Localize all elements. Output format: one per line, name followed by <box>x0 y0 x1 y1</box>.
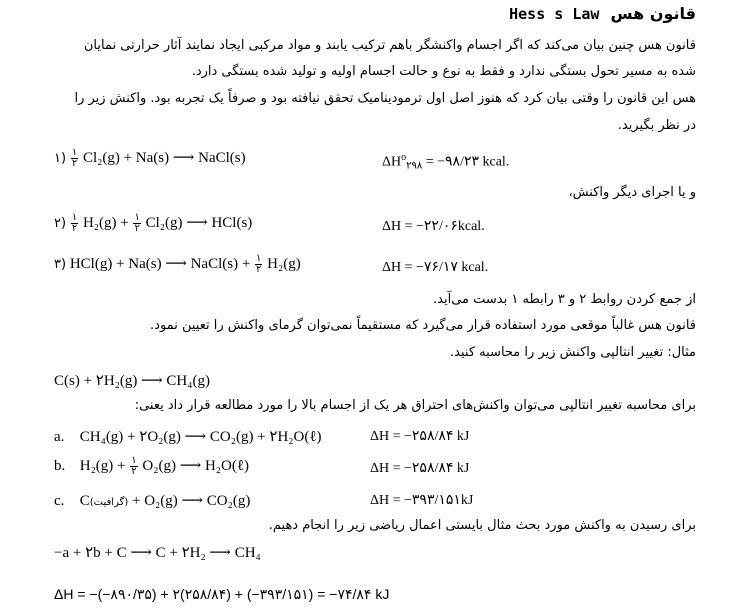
combustion-a-label: a. <box>54 429 65 445</box>
reaction-1-number: ۱) <box>54 151 67 166</box>
title-persian: قانون هس <box>610 4 696 23</box>
combustion-b-label: b. <box>54 458 66 474</box>
reaction-3 <box>54 254 301 275</box>
reaction-3-equation-part-b: H₂(g) <box>267 256 301 272</box>
combustion-b-half-fraction: $\frac{۱}{۲}$ <box>131 455 137 478</box>
example-equation: C(s) + ۲H₂(g) ⟶ CH₄(g) <box>54 373 210 389</box>
usage-line: قانون هس غالباً موقعی مورد استفاده قرار می‌گیرد که مستقیماً نمی‌توان گرمای واکنش را تعیین نمود. <box>150 318 696 333</box>
example-line: مثال: تغییر انتالپی واکنش زیر را محاسبه کنید. <box>450 345 696 360</box>
intro-line-4: در نظر بگیرید. <box>617 118 696 133</box>
reaction-2 <box>54 213 252 234</box>
reaction-3-half-fraction: $\frac{۱}{۲}$ <box>256 253 262 276</box>
intro-line-2: شده به مسیر تحول بستگی ندارد و فقط به نوع و حالت اجسام اولیه و تولید شده بستگی دارد. <box>191 64 696 79</box>
reaction-3-enthalpy: ΔH = −۷۶/۱۷ kcal. <box>382 260 489 275</box>
combustion-c-equation-part-b: + O₂(g) ⟶ CO₂(g) <box>132 493 251 509</box>
combustion-a-equation: CH₄(g) + ۲O₂(g) ⟶ CO₂(g) + ۲H₂O(ℓ) <box>79 429 322 445</box>
combustion-c-graphite-label: (گرافیت) <box>89 497 129 508</box>
final-enthalpy-equation: ΔH = −(−۸۹۰/۳۵) + ۲(۲۵۸/۸۴) + (−۳۹۳/۱۵۱) = −۷۴/۸۴ kJ <box>54 586 390 602</box>
reaction-2-equation-part-a: H₂(g) + <box>82 215 129 231</box>
calc-line: برای محاسبه تغییر انتالپی می‌توان واکنش‌های احتراق هر یک از اجسام بالا را مورد مطالعه قرار داد یعنی: <box>134 398 696 413</box>
page-title <box>509 4 696 23</box>
reaction-1-half-fraction: $\frac{۱}{۲}$ <box>71 147 78 170</box>
operations-equation: −a + ۲b + C ⟶ C + ۲H₂ ⟶ CH₄ <box>54 545 261 561</box>
reaction-2-half-fraction-1: $\frac{۱}{۲}$ <box>71 212 78 235</box>
combustion-a-enthalpy: ΔH = −۲۵۸/۸۴ kJ <box>370 429 470 444</box>
combustion-b-equation-part-a: H₂(g) + <box>79 458 126 474</box>
reaction-2-equation-part-b: Cl₂(g) ⟶ HCl(s) <box>145 215 253 231</box>
combustion-b-equation-part-b: O₂(g) ⟶ H₂O(ℓ) <box>142 458 250 474</box>
reaction-3-equation-part-a: HCl(g) + Na(s) ⟶ NaCl(s) + <box>69 256 251 272</box>
sum-line: از جمع کردن روابط ۲ و ۳ رابطه ۱ بدست می‌آید. <box>433 292 696 307</box>
reach-line: برای رسیدن به واکنش مورد بحث مثال بایستی اعمال ریاضی زیر را انجام دهیم. <box>268 518 696 533</box>
combustion-b <box>54 456 249 477</box>
combustion-a <box>54 427 322 446</box>
intro-line-3: هس این قانون را وقتی بیان کرد که هنوز اصل اول ترمودینامیک تحقق نیافته بود و صرفاً یک تجربه بود. واکنش زیر را <box>74 91 696 106</box>
reaction-2-half-fraction-2: $\frac{۱}{۲}$ <box>134 212 140 235</box>
or-line: و یا اجرای دیگر واکنش، <box>568 185 696 200</box>
reaction-1 <box>54 148 246 169</box>
combustion-b-enthalpy: ΔH = −۲۵۸/۸۴ kJ <box>370 461 470 476</box>
combustion-c <box>54 491 250 510</box>
title-english: Hess s Law <box>509 5 600 23</box>
reaction-1-enthalpy: $\Delta H^o_{۲۹۸}$ = −۹۸/۲۳ kcal. <box>382 152 510 172</box>
reaction-1-equation: Cl₂(g) + Na(s) ⟶ NaCl(s) <box>82 150 246 166</box>
reaction-2-number: ۲) <box>54 216 67 231</box>
intro-line-1: قانون هس چنین بیان می‌کند که اگر اجسام واکنشگر باهم ترکیب یابند و مواد مرکبی ایجاد نمایند آثار حرارتی نمایان <box>83 38 696 53</box>
combustion-c-equation-part-a: C <box>79 493 90 509</box>
combustion-c-label: c. <box>54 493 65 509</box>
reaction-3-number: ۳) <box>54 257 67 272</box>
reaction-2-enthalpy: ΔH = −۲۲/۰۶kcal. <box>382 219 485 234</box>
combustion-c-enthalpy: ΔH = −۳۹۳/۱۵۱kJ <box>370 493 474 508</box>
